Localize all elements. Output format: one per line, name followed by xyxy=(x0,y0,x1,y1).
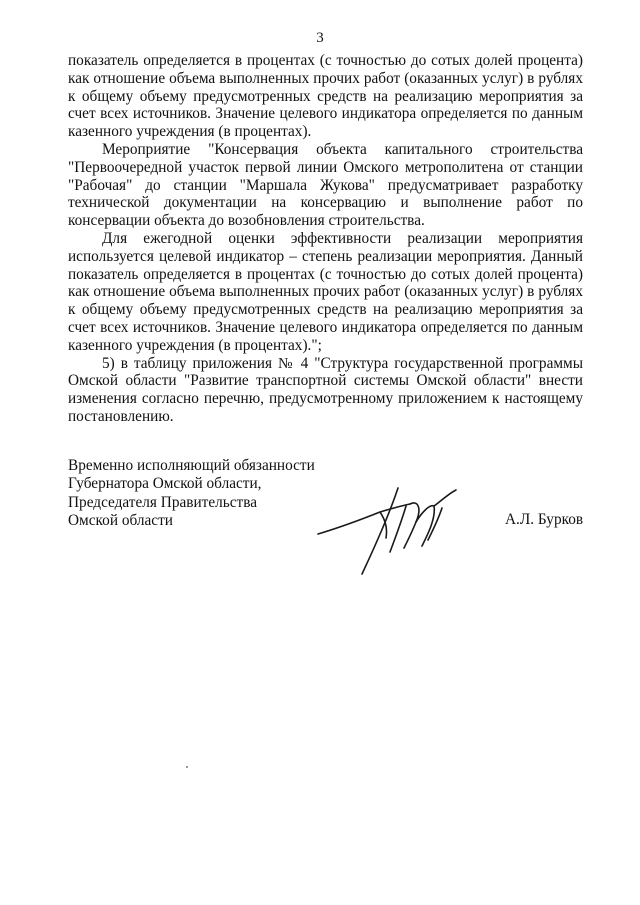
position-line: Омской области xyxy=(68,512,173,530)
handwritten-signature xyxy=(310,482,465,582)
position-line: Губернатора Омской области, xyxy=(68,475,262,493)
signatory-name: А.Л. Бурков xyxy=(505,511,584,528)
paragraph-target-indicator: Для ежегодной оценки эффективности реализации мероприятия используется целевой индикатор – степень реализации мероприятия. Данный показатель определяется в процентах (с точностью до сотых долей процента) как отношение объема выполненных прочих работ (оказанных услуг) в рублях к общему объему предусмотренных средств на реализацию мероприятия за счет всех источников. Значение целевого индикатора определяется по данным казенного учреждения (в процентах)."; xyxy=(68,229,583,354)
position-line: Временно исполняющий обязанности xyxy=(68,457,315,474)
paragraph-conservation-measure: Мероприятие "Консервация объекта капитального строительства "Первоочередной участок первой линии Омского метрополитена от станции "Рабочая" до станции "Маршала Жукова" предусматривает разработку технической документации на консервацию и выполнение работ по консервации объекта до возобновления строительства. xyxy=(68,140,583,230)
page-number: 3 xyxy=(316,30,324,46)
position-line: Председателя Правительства xyxy=(68,493,258,511)
paragraph-continuation: показатель определяется в процентах (с точностью до сотых долей процента) как отношение объема выполненных прочих работ (оказанных услуг) в рублях к общему объему предусмотренных средств на реализацию мероприятия за счет всех источников. Значение целевого индикатора определяется по данным казенного учреждения (в процентах). xyxy=(68,52,583,141)
paragraph-amendment-5: 5) в таблицу приложения № 4 "Структура государственной программы Омской области "Развитие транспортной системы Омской области" внести изменения согласно перечню, предусмотренному приложением к настоящему постановлению. xyxy=(68,354,583,425)
document-body xyxy=(68,52,583,426)
scan-speck xyxy=(186,766,188,768)
signatory-position xyxy=(68,457,315,531)
